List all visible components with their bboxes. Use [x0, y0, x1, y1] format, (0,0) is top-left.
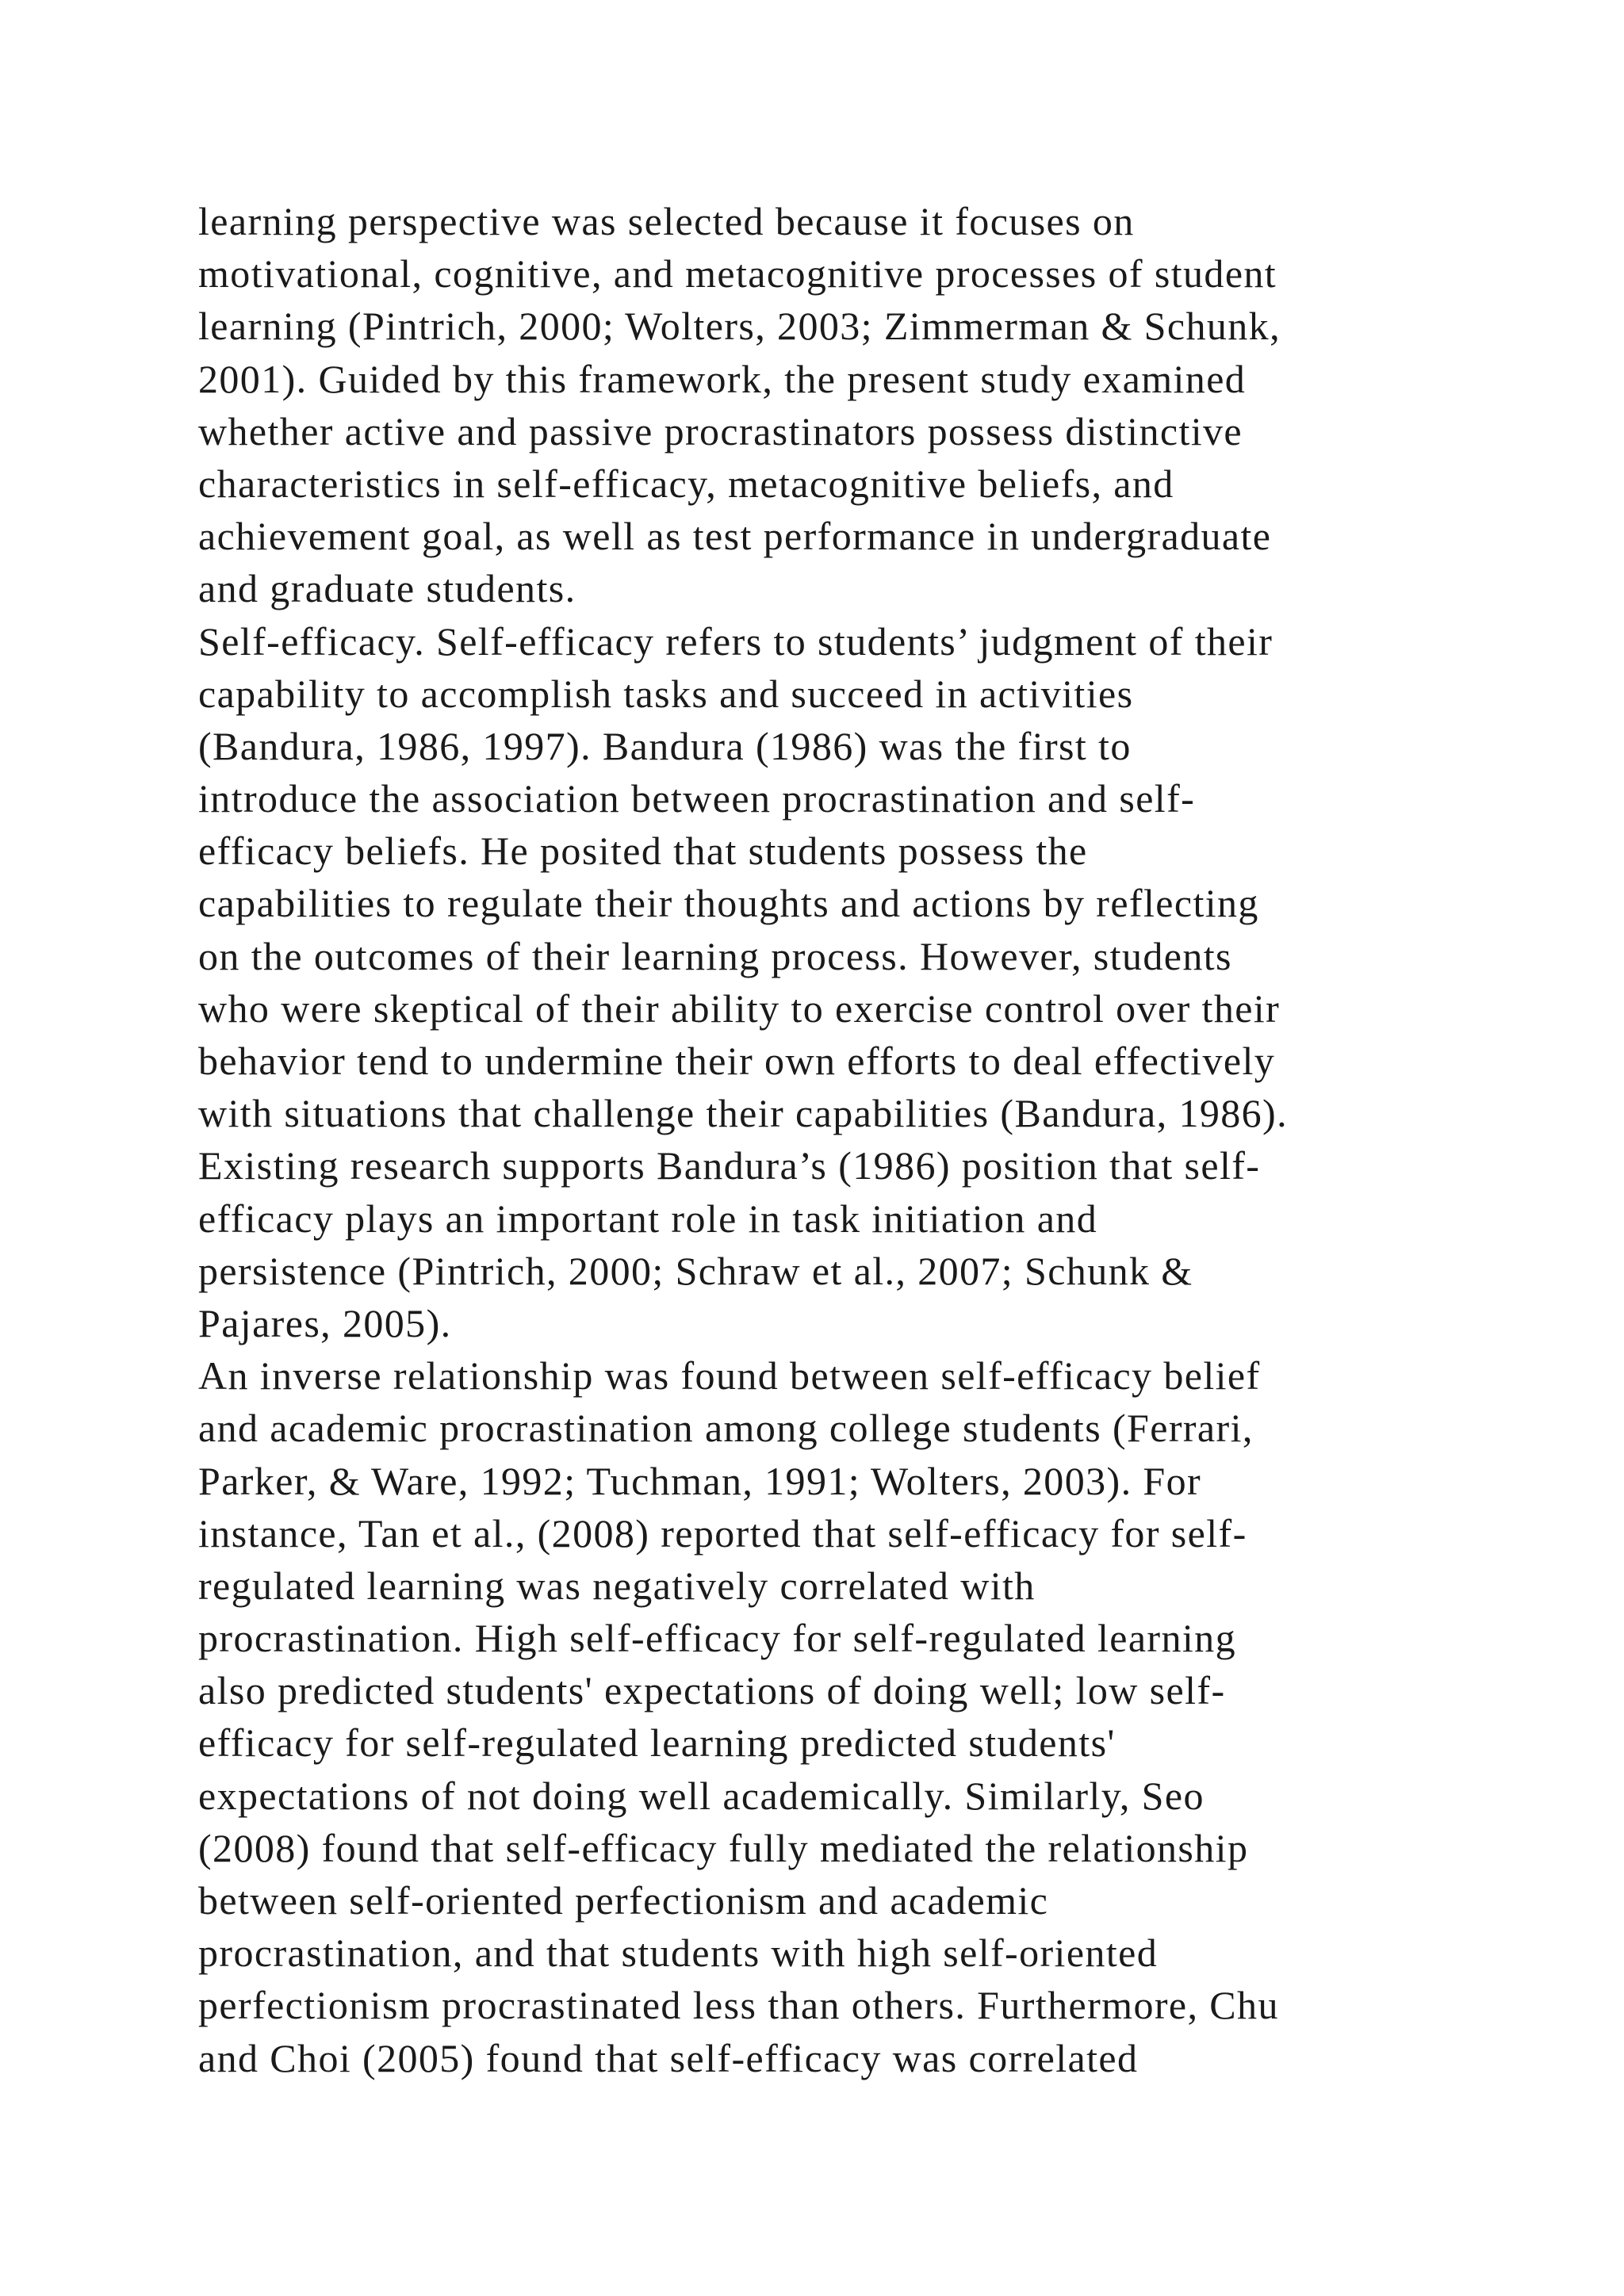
text-line: introduce the association between procrastination and self- — [198, 776, 1196, 821]
text-line: procrastination. High self-efficacy for self-regulated learning — [198, 1616, 1236, 1661]
text-line: efficacy for self-regulated learning predicted students' — [198, 1720, 1116, 1766]
text-line: expectations of not doing well academically. Similarly, Seo — [198, 1773, 1205, 1818]
text-line: achievement goal, as well as test performance in undergraduate — [198, 514, 1272, 559]
text-line: efficacy plays an important role in task initiation and — [198, 1196, 1098, 1241]
text-line: Pajares, 2005). — [198, 1300, 452, 1345]
text-line: characteristics in self-efficacy, metacognitive beliefs, and — [198, 461, 1174, 506]
text-line: whether active and passive procrastinators possess distinctive — [198, 408, 1243, 453]
text-line: Self-efficacy. Self-efficacy refers to students’ judgment of their — [198, 618, 1274, 664]
text-line: capabilities to regulate their thoughts and actions by reflecting — [198, 881, 1259, 926]
text-line: capability to accomplish tasks and succeed in activities — [198, 671, 1134, 716]
text-line: behavior tend to undermine their own efforts to deal effectively — [198, 1039, 1276, 1083]
body-text — [198, 195, 1499, 2084]
text-line: who were skeptical of their ability to exercise control over their — [198, 985, 1281, 1031]
text-line: also predicted students' expectations of doing well; low self- — [198, 1668, 1226, 1713]
text-line: and academic procrastination among college students (Ferrari, — [198, 1406, 1254, 1451]
text-line: with situations that challenge their capabilities (Bandura, 1986). — [198, 1091, 1288, 1136]
text-line: efficacy beliefs. He posited that students possess the — [198, 828, 1088, 874]
text-line: and graduate students. — [198, 566, 576, 611]
text-line: Parker, & Ware, 1992; Tuchman, 1991; Wolters, 2003). For — [198, 1458, 1202, 1503]
text-line: procrastination, and that students with high self-oriented — [198, 1931, 1159, 1976]
text-line: on the outcomes of their learning process. However, students — [198, 933, 1232, 978]
text-line: perfectionism procrastinated less than others. Furthermore, Chu — [198, 1983, 1279, 2028]
text-line: 2001). Guided by this framework, the present study examined — [198, 356, 1247, 401]
text-line: between self-oriented perfectionism and academic — [198, 1878, 1049, 1923]
text-line: (2008) found that self-efficacy fully mediated the relationship — [198, 1825, 1249, 1870]
text-line: An inverse relationship was found between self-efficacy belief — [198, 1353, 1261, 1399]
text-line: persistence (Pintrich, 2000; Schraw et al., 2007; Schunk & — [198, 1248, 1193, 1293]
text-line: instance, Tan et al., (2008) reported that self-efficacy for self- — [198, 1510, 1247, 1556]
text-line: learning perspective was selected because it focuses on — [198, 199, 1135, 243]
text-line: learning (Pintrich, 2000; Wolters, 2003; Zimmerman & Schunk, — [198, 304, 1281, 349]
text-line: Existing research supports Bandura’s (1986) position that self- — [198, 1143, 1261, 1188]
text-line: and Choi (2005) found that self-efficacy was correlated — [198, 2035, 1139, 2080]
text-line: (Bandura, 1986, 1997). Bandura (1986) was the first to — [198, 723, 1132, 768]
text-line: regulated learning was negatively correlated with — [198, 1563, 1036, 1608]
text-line: motivational, cognitive, and metacognitive processes of student — [198, 251, 1277, 297]
